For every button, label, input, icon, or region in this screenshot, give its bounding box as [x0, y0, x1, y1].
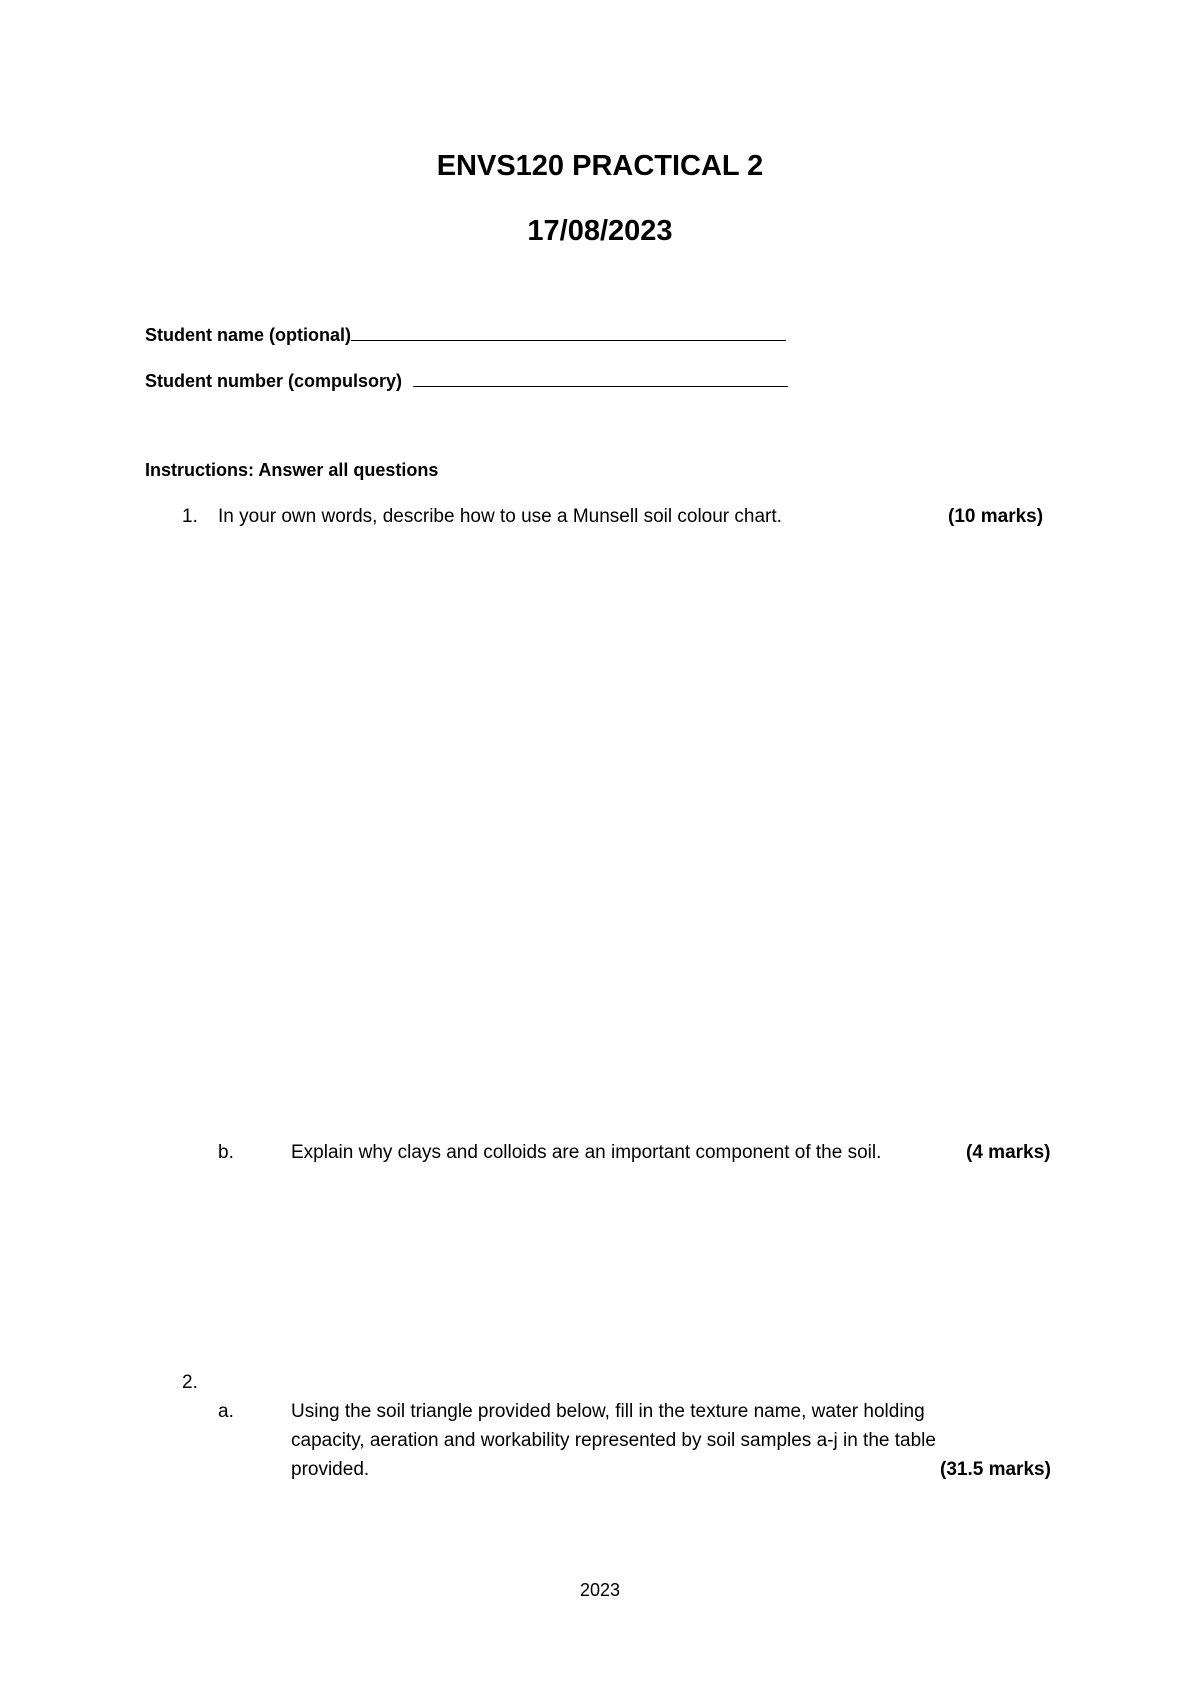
question-2a-marks: (31.5 marks) [940, 1459, 1051, 1480]
instructions: Instructions: Answer all questions [145, 460, 439, 480]
student-number-label: Student number (compulsory) [145, 371, 403, 391]
question-1b-letter: b. [218, 1142, 234, 1163]
student-name-field[interactable] [351, 322, 786, 341]
question-2-number: 2. [182, 1372, 198, 1393]
page-title: ENVS120 PRACTICAL 2 [436, 150, 764, 182]
student-number-row [145, 368, 788, 392]
question-1-text: In your own words, describe how to use a Munsell soil colour chart. [218, 506, 782, 527]
student-name-label: Student name (optional) [145, 325, 351, 345]
question-1b-marks: (4 marks) [966, 1142, 1051, 1163]
question-2a-line-3: provided. [291, 1459, 370, 1480]
student-name-row [145, 322, 786, 346]
page-footer: 2023 [579, 1580, 621, 1600]
question-2a-line-1: Using the soil triangle provided below, fill in the texture name, water holding [291, 1401, 925, 1422]
exam-date: 17/08/2023 [527, 215, 673, 247]
student-number-field[interactable] [413, 368, 788, 387]
question-1-number: 1. [182, 506, 198, 527]
question-1b-text: Explain why clays and colloids are an important component of the soil. [291, 1142, 882, 1163]
question-2a-letter: a. [218, 1401, 234, 1422]
question-2a-line-2: capacity, aeration and workability represented by soil samples a-j in the table [291, 1430, 936, 1451]
question-1-marks: (10 marks) [948, 506, 1044, 527]
